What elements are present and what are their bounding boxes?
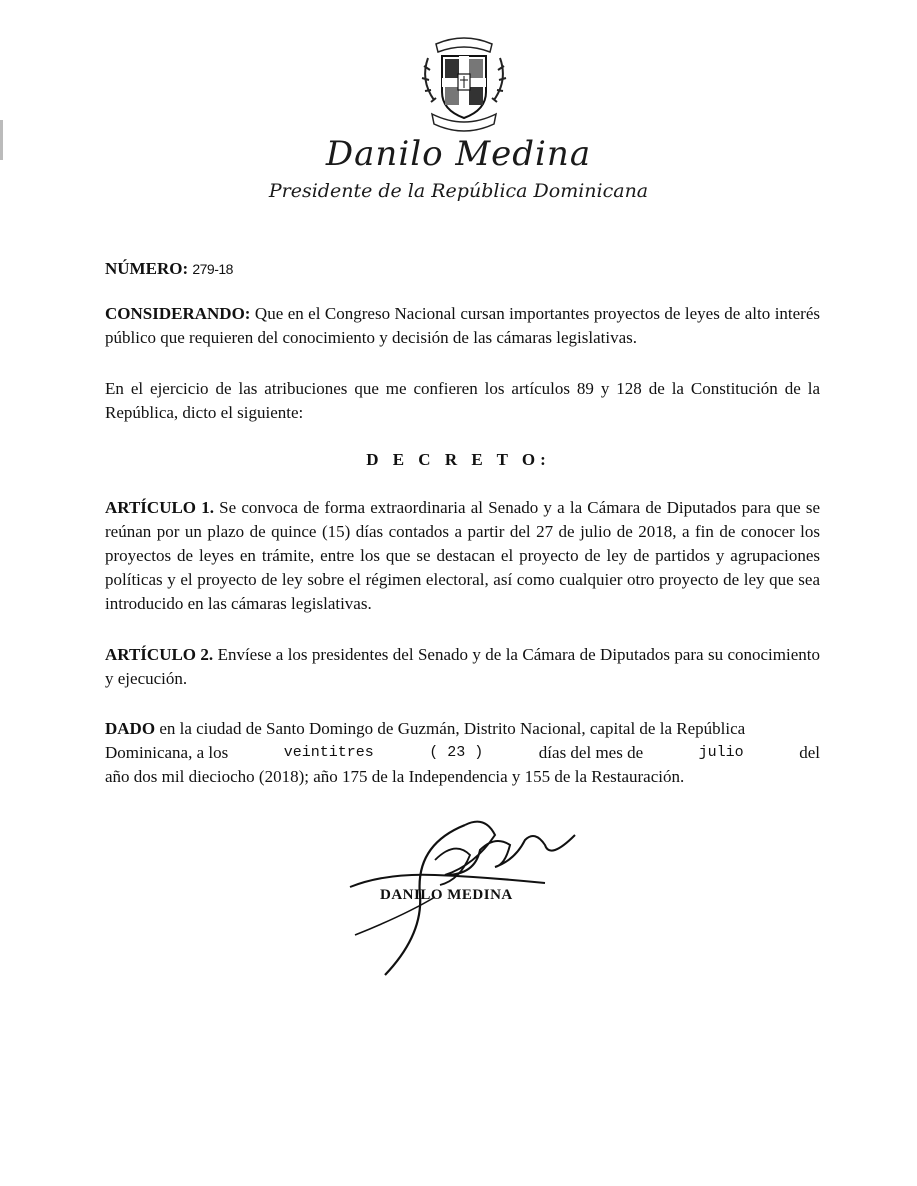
decreto-heading: D E C R E T O: [366, 450, 551, 469]
considerando-text: Que en el Congreso Nacional cursan importantes proyectos de leyes de alto interés público que requieren del conocimiento y decisión de las cámaras legislativas. [105, 304, 821, 347]
dado-paragraph [105, 717, 820, 789]
articulo-2-text: Envíese a los presidentes del Senado y de la Cámara de Diputados para su conocimiento y ejecución. [105, 645, 820, 688]
articulo-1-paragraph [105, 496, 820, 616]
dado-line-2 [105, 741, 820, 765]
dado-mid: días del mes de [538, 743, 644, 762]
dado-line-3: año dos mil dieciocho (2018); año 175 de la Independencia y 155 de la Restauración. [105, 767, 685, 786]
dado-line-1 [105, 717, 820, 741]
articulo-1-text: Se convoca de forma extraordinaria al Senado y a la Cámara de Diputados para que se reúnan por un plazo de quince (15) días contados a partir del 27 de julio de 2018, a fin de conocer los proyectos de leyes en trámite, entre los que se destacan el proyecto de ley de partidos y agrupaciones políticas y el proyecto de ley sobre el régimen electoral, así como cualquier otro proyecto de ley que sea introducido en las cámaras legislativas. [105, 498, 821, 613]
dado-line-1-text: en la ciudad de Santo Domingo de Guzmán, Distrito Nacional, capital de la República [159, 719, 746, 738]
ejercicio-paragraph: En el ejercicio de las atribuciones que me confieren los artículos 89 y 128 de la Constitución de la República, dicto el siguiente: [105, 379, 820, 422]
letterhead-name: Danilo Medina [325, 134, 592, 174]
decree-number [105, 257, 820, 281]
articulo-2-paragraph [105, 643, 820, 691]
dado-day-words: veintitres [283, 744, 374, 761]
decree-number-value: 279-18 [192, 261, 233, 277]
dado-label: DADO [105, 719, 156, 738]
articulo-1-label: ARTÍCULO 1. [105, 498, 214, 517]
articulo-2-label: ARTÍCULO 2. [105, 645, 214, 664]
dado-suffix: del [799, 743, 820, 762]
letterhead-title: Presidente de la República Dominicana [268, 180, 649, 202]
dado-month: julio [698, 744, 744, 761]
decree-number-label: NÚMERO: [105, 259, 189, 278]
considerando-paragraph [105, 302, 820, 350]
signature-name: DANILO MEDINA [380, 887, 513, 903]
dado-prefix: Dominicana, a los [105, 743, 229, 762]
coat-of-arms-seal [414, 30, 514, 142]
considerando-label: CONSIDERANDO: [105, 304, 251, 323]
dado-day-number: ( 23 ) [429, 744, 484, 761]
